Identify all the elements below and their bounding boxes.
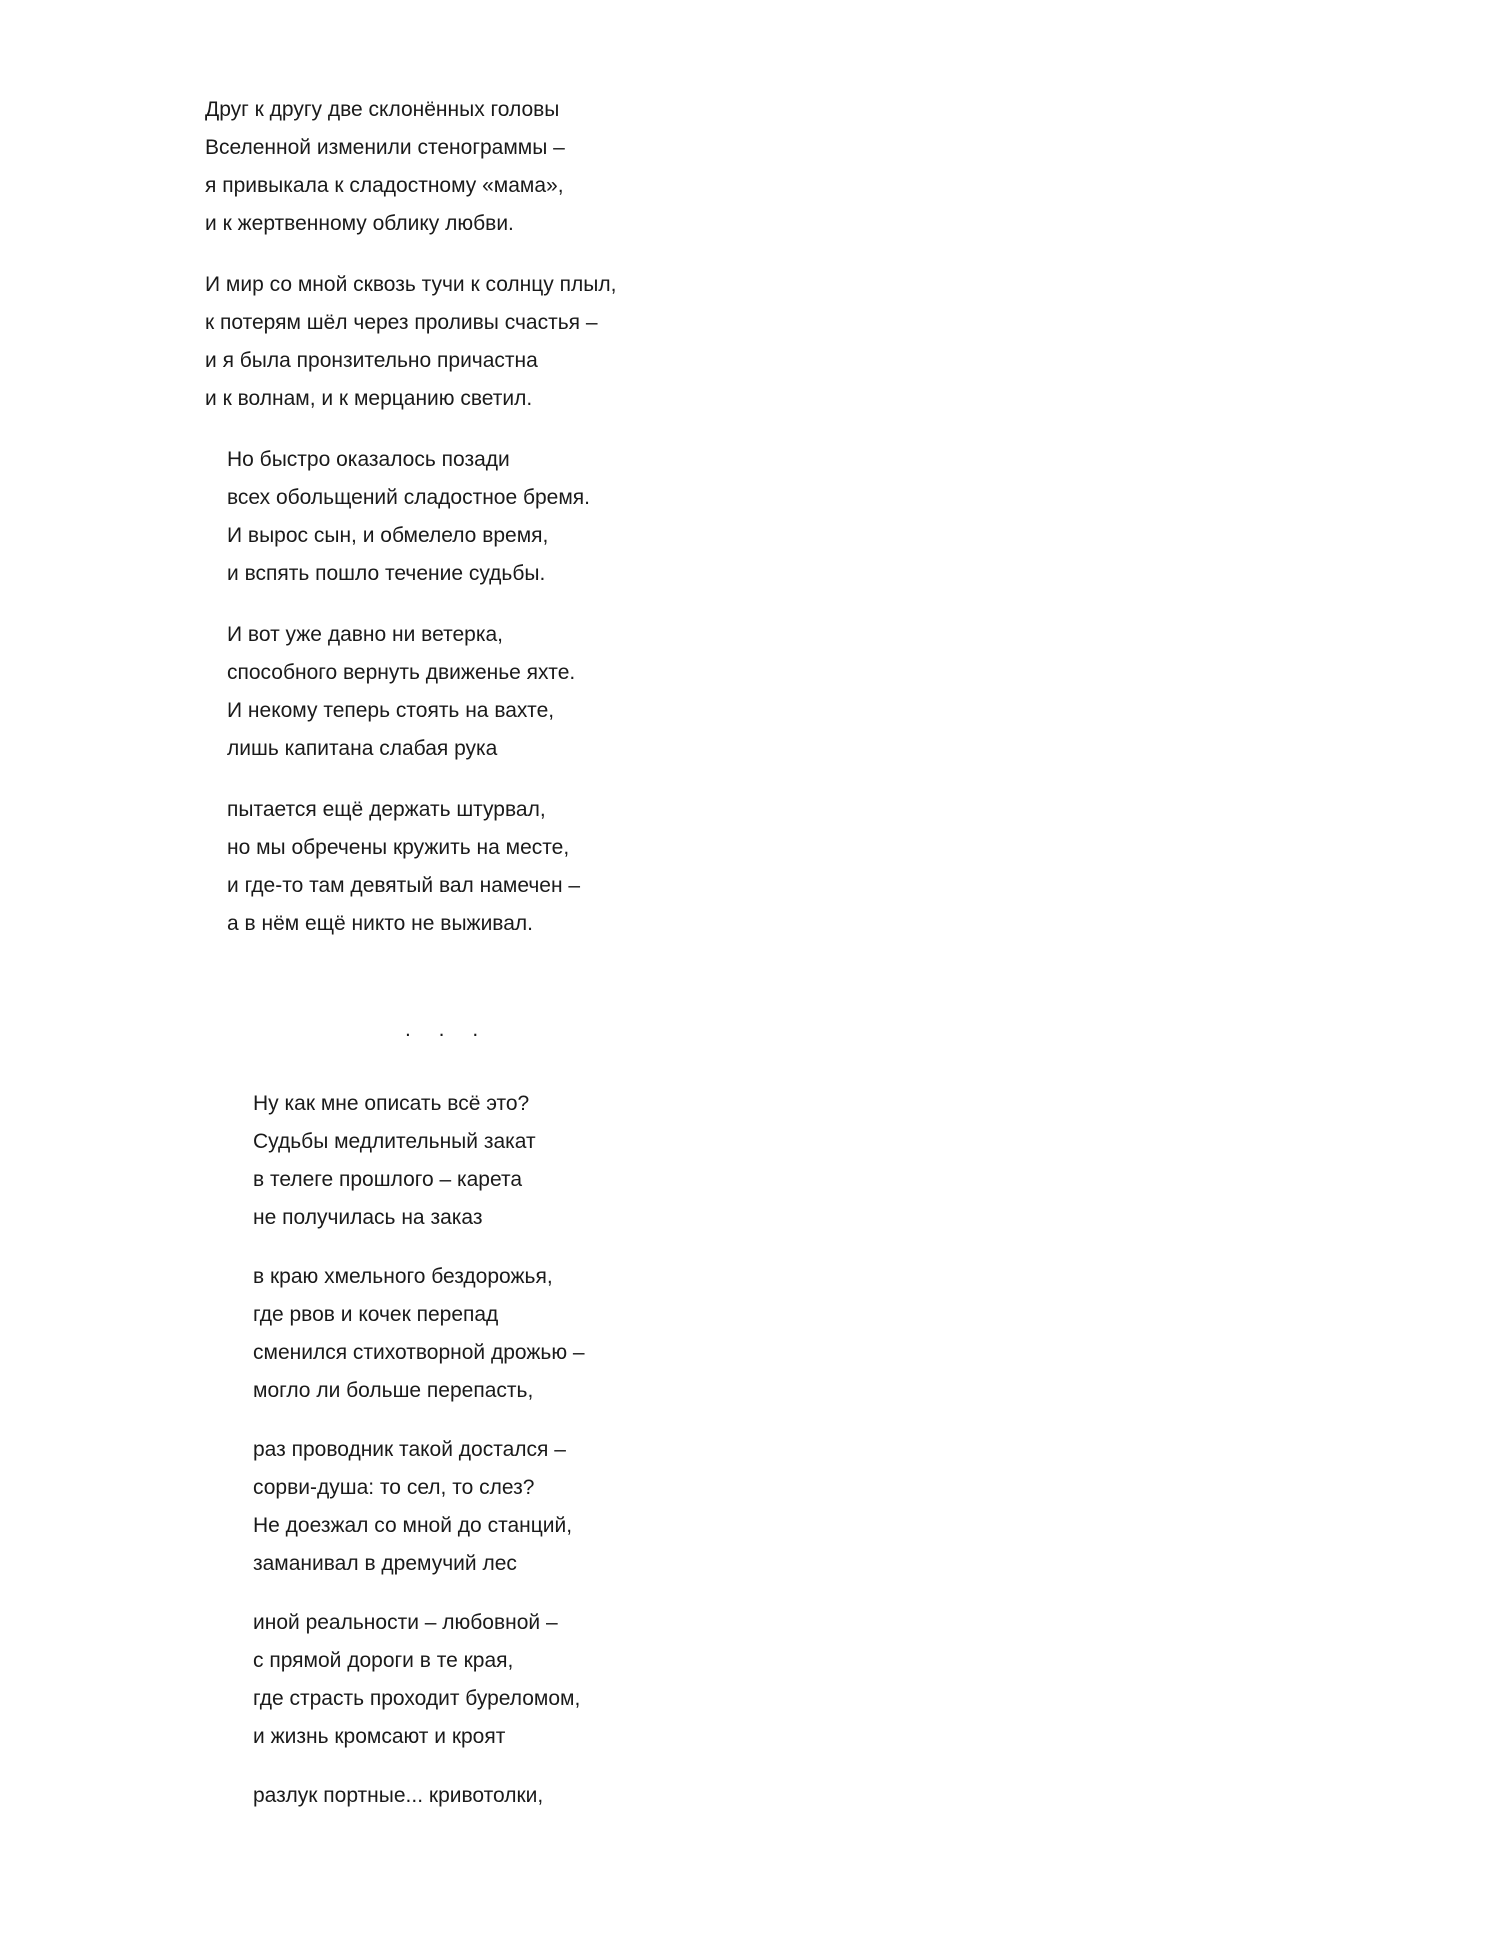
poem-2-stanza-1: [253, 1085, 1496, 1237]
poem-2-stanza-5: [253, 1777, 1496, 1815]
poem-line: всех обольщений сладостное бремя.: [227, 486, 591, 509]
poem-line: и к волнам, и к мерцанию светил.: [205, 387, 533, 410]
poem-line: лишь капитана слабая рука: [227, 737, 498, 760]
poem-line: где страсть проходит буреломом,: [253, 1687, 581, 1710]
poem-line: Судьбы медлительный закат: [253, 1130, 536, 1153]
poem-1-stanza-5: [227, 791, 1496, 943]
poem-line: с прямой дороги в те края,: [253, 1649, 514, 1672]
poem-line: и вспять пошло течение судьбы.: [227, 562, 546, 585]
poem-line: заманивал в дремучий лес: [253, 1552, 517, 1575]
poem-line: не получилась на заказ: [253, 1206, 483, 1229]
poem-1-stanza-2: [205, 266, 1496, 418]
poem-1: [0, 91, 1496, 943]
poem-line: Ну как мне описать всё это?: [253, 1092, 530, 1115]
poem-line: где рвов и кочек перепад: [253, 1303, 499, 1326]
poem-line: Вселенной изменили стенограммы –: [205, 136, 565, 159]
poem-1-stanza-1: [205, 91, 1496, 243]
poem-2: [0, 1085, 1496, 1815]
poem-line: и жизнь кромсают и кроят: [253, 1725, 506, 1748]
poem-line: иной реальности – любовной –: [253, 1611, 558, 1634]
poem-line: И некому теперь стоять на вахте,: [227, 699, 555, 722]
poem-line: разлук портные... кривотолки,: [253, 1784, 544, 1807]
poem-line: И мир со мной сквозь тучи к солнцу плыл,: [205, 273, 617, 296]
poem-line: сорви-душа: то сел, то слез?: [253, 1476, 535, 1499]
poem-1-stanza-4: [227, 616, 1496, 768]
poem-line: могло ли больше перепасть,: [253, 1379, 534, 1402]
poem-line: раз проводник такой достался –: [253, 1438, 566, 1461]
poem-line: И вот уже давно ни ветерка,: [227, 623, 503, 646]
poem-line: и к жертвенному облику любви.: [205, 212, 514, 235]
poem-line: пытается ещё держать штурвал,: [227, 798, 546, 821]
poem-line: в краю хмельного бездорожья,: [253, 1265, 553, 1288]
poem-line: и где-то там девятый вал намечен –: [227, 874, 581, 897]
poem-line: сменился стихотворной дрожью –: [253, 1341, 585, 1364]
poem-line: я привыкала к сладостному «мама»,: [205, 174, 564, 197]
poem-line: И вырос сын, и обмелело время,: [227, 524, 549, 547]
poem-2-stanza-2: [253, 1258, 1496, 1410]
poem-line: способного вернуть движенье яхте.: [227, 661, 576, 684]
poem-line: Друг к другу две склонённых головы: [205, 98, 560, 121]
poem-line: Но быстро оказалось позади: [227, 448, 510, 471]
poem-line: но мы обречены кружить на месте,: [227, 836, 570, 859]
poem-line: Не доезжал со мной до станций,: [253, 1514, 573, 1537]
poem-2-stanza-4: [253, 1604, 1496, 1756]
poem-2-stanza-3: [253, 1431, 1496, 1583]
poem-1-stanza-3: [227, 441, 1496, 593]
section-separator-dots: . . .: [405, 1018, 480, 1041]
poem-line: к потерям шёл через проливы счастья –: [205, 311, 598, 334]
poem-line: в телеге прошлого – карета: [253, 1168, 523, 1191]
poem-line: и я была пронзительно причастна: [205, 349, 538, 372]
poem-line: а в нём ещё никто не выживал.: [227, 912, 533, 935]
